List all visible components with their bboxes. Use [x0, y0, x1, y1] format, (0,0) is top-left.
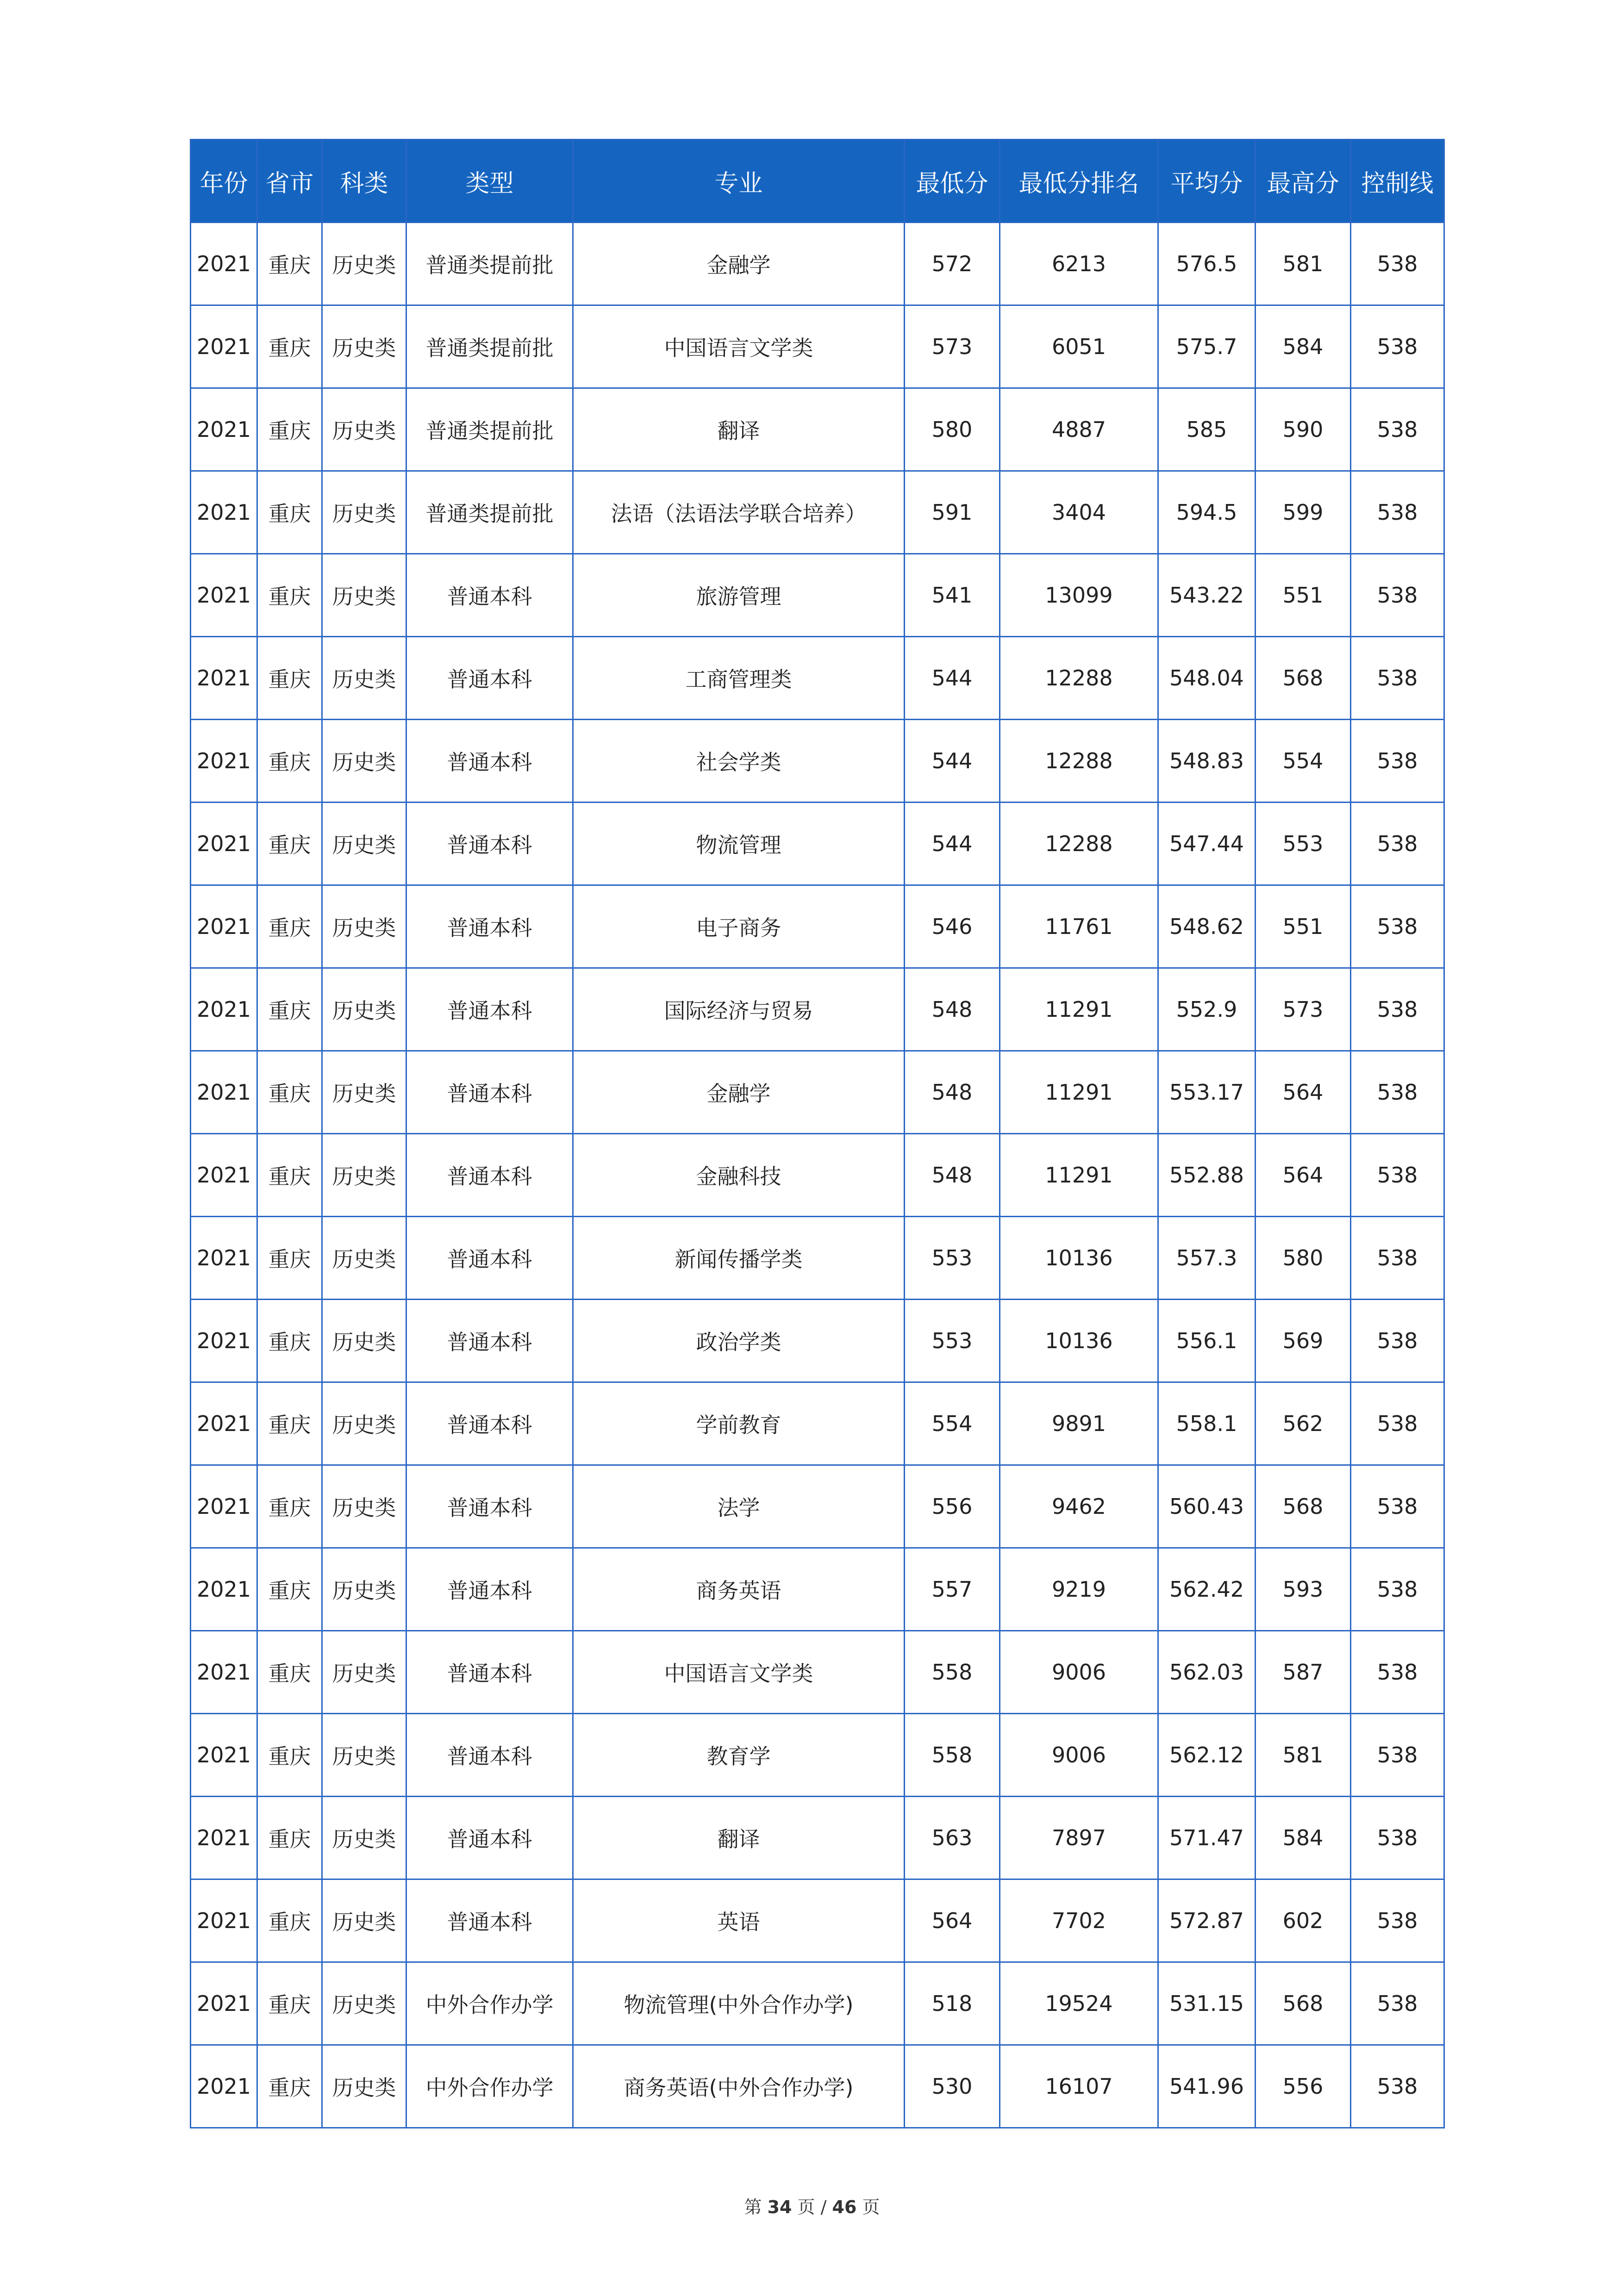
cell-control-line: 538	[1351, 885, 1444, 968]
cell-min-score: 557	[905, 1548, 1000, 1631]
cell-year: 2021	[191, 1631, 257, 1714]
cell-batch-type: 普通本科	[406, 1548, 573, 1631]
cell-batch-type: 中外合作办学	[406, 2045, 573, 2128]
cell-min-score: 518	[905, 1962, 1000, 2045]
cell-major: 中国语言文学类	[573, 305, 905, 388]
cell-min-score-rank: 11291	[1000, 1134, 1158, 1217]
header-batch-type: 类型	[406, 140, 573, 223]
cell-province: 重庆	[257, 305, 322, 388]
cell-major: 工商管理类	[573, 637, 905, 720]
cell-min-score-rank: 12288	[1000, 720, 1158, 803]
cell-batch-type: 普通本科	[406, 968, 573, 1051]
cell-avg-score: 547.44	[1158, 803, 1255, 885]
cell-min-score: 564	[905, 1879, 1000, 1962]
header-subject-category: 科类	[322, 140, 406, 223]
cell-min-score-rank: 9891	[1000, 1382, 1158, 1465]
cell-avg-score: 562.42	[1158, 1548, 1255, 1631]
cell-control-line: 538	[1351, 1382, 1444, 1465]
cell-major: 电子商务	[573, 885, 905, 968]
cell-province: 重庆	[257, 1714, 322, 1797]
cell-max-score: 562	[1255, 1382, 1351, 1465]
cell-major: 政治学类	[573, 1300, 905, 1382]
cell-year: 2021	[191, 388, 257, 471]
cell-control-line: 538	[1351, 720, 1444, 803]
cell-province: 重庆	[257, 2045, 322, 2128]
cell-min-score-rank: 12288	[1000, 803, 1158, 885]
cell-avg-score: 541.96	[1158, 2045, 1255, 2128]
cell-batch-type: 普通本科	[406, 1051, 573, 1134]
cell-avg-score: 548.04	[1158, 637, 1255, 720]
cell-year: 2021	[191, 1714, 257, 1797]
cell-avg-score: 531.15	[1158, 1962, 1255, 2045]
header-avg-score: 平均分	[1158, 140, 1255, 223]
cell-year: 2021	[191, 554, 257, 637]
table-row	[191, 803, 1444, 885]
cell-min-score: 544	[905, 720, 1000, 803]
cell-max-score: 568	[1255, 1465, 1351, 1548]
cell-avg-score: 548.62	[1158, 885, 1255, 968]
cell-major: 商务英语	[573, 1548, 905, 1631]
table-row	[191, 1134, 1444, 1217]
cell-major: 金融学	[573, 223, 905, 305]
cell-min-score-rank: 9219	[1000, 1548, 1158, 1631]
cell-avg-score: 585	[1158, 388, 1255, 471]
header-row	[191, 140, 1444, 223]
table-row	[191, 1631, 1444, 1714]
cell-subject-category: 历史类	[322, 1051, 406, 1134]
table-row	[191, 1879, 1444, 1962]
table-row	[191, 2045, 1444, 2128]
cell-min-score-rank: 9006	[1000, 1714, 1158, 1797]
cell-avg-score: 552.88	[1158, 1134, 1255, 1217]
cell-min-score: 554	[905, 1382, 1000, 1465]
cell-year: 2021	[191, 1548, 257, 1631]
cell-subject-category: 历史类	[322, 1217, 406, 1300]
cell-min-score-rank: 11291	[1000, 968, 1158, 1051]
cell-control-line: 538	[1351, 803, 1444, 885]
cell-min-score-rank: 12288	[1000, 637, 1158, 720]
cell-province: 重庆	[257, 1382, 322, 1465]
cell-major: 教育学	[573, 1714, 905, 1797]
cell-year: 2021	[191, 1051, 257, 1134]
cell-max-score: 580	[1255, 1217, 1351, 1300]
cell-max-score: 593	[1255, 1548, 1351, 1631]
cell-control-line: 538	[1351, 1797, 1444, 1879]
cell-min-score-rank: 10136	[1000, 1217, 1158, 1300]
cell-subject-category: 历史类	[322, 1300, 406, 1382]
cell-province: 重庆	[257, 1962, 322, 2045]
cell-min-score-rank: 7897	[1000, 1797, 1158, 1879]
footer-middle: 页 /	[797, 2197, 827, 2217]
cell-control-line: 538	[1351, 471, 1444, 554]
cell-max-score: 553	[1255, 803, 1351, 885]
table-header	[191, 140, 1444, 223]
cell-province: 重庆	[257, 1631, 322, 1714]
cell-major: 社会学类	[573, 720, 905, 803]
cell-year: 2021	[191, 1217, 257, 1300]
cell-min-score: 541	[905, 554, 1000, 637]
cell-min-score-rank: 11291	[1000, 1051, 1158, 1134]
cell-province: 重庆	[257, 1300, 322, 1382]
cell-major: 物流管理(中外合作办学)	[573, 1962, 905, 2045]
table-row	[191, 223, 1444, 305]
cell-major: 金融学	[573, 1051, 905, 1134]
cell-control-line: 538	[1351, 223, 1444, 305]
cell-subject-category: 历史类	[322, 554, 406, 637]
cell-year: 2021	[191, 305, 257, 388]
footer-prefix: 第	[744, 2197, 762, 2217]
cell-control-line: 538	[1351, 1217, 1444, 1300]
cell-subject-category: 历史类	[322, 1134, 406, 1217]
cell-min-score: 558	[905, 1714, 1000, 1797]
cell-max-score: 584	[1255, 1797, 1351, 1879]
cell-batch-type: 普通本科	[406, 720, 573, 803]
cell-year: 2021	[191, 885, 257, 968]
header-year: 年份	[191, 140, 257, 223]
cell-control-line: 538	[1351, 2045, 1444, 2128]
cell-min-score-rank: 7702	[1000, 1879, 1158, 1962]
cell-subject-category: 历史类	[322, 637, 406, 720]
table-row	[191, 305, 1444, 388]
cell-year: 2021	[191, 471, 257, 554]
cell-min-score: 563	[905, 1797, 1000, 1879]
cell-avg-score: 556.1	[1158, 1300, 1255, 1382]
cell-major: 翻译	[573, 388, 905, 471]
cell-min-score: 591	[905, 471, 1000, 554]
cell-max-score: 587	[1255, 1631, 1351, 1714]
cell-year: 2021	[191, 2045, 257, 2128]
cell-province: 重庆	[257, 388, 322, 471]
cell-min-score: 573	[905, 305, 1000, 388]
cell-min-score-rank: 13099	[1000, 554, 1158, 637]
header-province: 省市	[257, 140, 322, 223]
cell-max-score: 584	[1255, 305, 1351, 388]
cell-subject-category: 历史类	[322, 968, 406, 1051]
cell-batch-type: 普通本科	[406, 1382, 573, 1465]
table-row	[191, 1962, 1444, 2045]
cell-province: 重庆	[257, 1548, 322, 1631]
cell-batch-type: 普通本科	[406, 1797, 573, 1879]
cell-control-line: 538	[1351, 1879, 1444, 1962]
cell-province: 重庆	[257, 1797, 322, 1879]
cell-min-score: 546	[905, 885, 1000, 968]
table-row	[191, 1217, 1444, 1300]
cell-batch-type: 普通本科	[406, 554, 573, 637]
cell-avg-score: 571.47	[1158, 1797, 1255, 1879]
cell-control-line: 538	[1351, 1631, 1444, 1714]
cell-control-line: 538	[1351, 388, 1444, 471]
cell-min-score-rank: 11761	[1000, 885, 1158, 968]
table-row	[191, 554, 1444, 637]
cell-max-score: 551	[1255, 885, 1351, 968]
cell-min-score: 544	[905, 803, 1000, 885]
cell-subject-category: 历史类	[322, 1879, 406, 1962]
cell-subject-category: 历史类	[322, 885, 406, 968]
cell-subject-category: 历史类	[322, 388, 406, 471]
table-row	[191, 1465, 1444, 1548]
cell-province: 重庆	[257, 554, 322, 637]
cell-control-line: 538	[1351, 1962, 1444, 2045]
cell-batch-type: 普通类提前批	[406, 223, 573, 305]
cell-min-score: 553	[905, 1217, 1000, 1300]
cell-max-score: 556	[1255, 2045, 1351, 2128]
cell-batch-type: 普通本科	[406, 1879, 573, 1962]
cell-min-score-rank: 19524	[1000, 1962, 1158, 2045]
cell-max-score: 554	[1255, 720, 1351, 803]
cell-max-score: 568	[1255, 1962, 1351, 2045]
admission-scores-table	[190, 139, 1445, 2128]
cell-max-score: 599	[1255, 471, 1351, 554]
cell-min-score-rank: 6051	[1000, 305, 1158, 388]
cell-control-line: 538	[1351, 1300, 1444, 1382]
cell-major: 法语（法语法学联合培养）	[573, 471, 905, 554]
cell-year: 2021	[191, 720, 257, 803]
cell-subject-category: 历史类	[322, 1382, 406, 1465]
cell-subject-category: 历史类	[322, 720, 406, 803]
cell-max-score: 569	[1255, 1300, 1351, 1382]
cell-batch-type: 普通类提前批	[406, 305, 573, 388]
cell-major: 新闻传播学类	[573, 1217, 905, 1300]
cell-avg-score: 575.7	[1158, 305, 1255, 388]
table-row	[191, 1714, 1444, 1797]
cell-min-score: 580	[905, 388, 1000, 471]
table-row	[191, 1548, 1444, 1631]
cell-subject-category: 历史类	[322, 223, 406, 305]
cell-avg-score: 552.9	[1158, 968, 1255, 1051]
cell-year: 2021	[191, 1962, 257, 2045]
header-min-score-rank: 最低分排名	[1000, 140, 1158, 223]
cell-batch-type: 普通本科	[406, 1134, 573, 1217]
cell-max-score: 568	[1255, 637, 1351, 720]
cell-control-line: 538	[1351, 637, 1444, 720]
cell-province: 重庆	[257, 968, 322, 1051]
cell-min-score: 548	[905, 1051, 1000, 1134]
cell-max-score: 551	[1255, 554, 1351, 637]
cell-province: 重庆	[257, 1465, 322, 1548]
cell-province: 重庆	[257, 471, 322, 554]
cell-max-score: 573	[1255, 968, 1351, 1051]
cell-min-score: 572	[905, 223, 1000, 305]
table-row	[191, 1382, 1444, 1465]
table-row	[191, 720, 1444, 803]
cell-min-score: 544	[905, 637, 1000, 720]
cell-major: 法学	[573, 1465, 905, 1548]
cell-year: 2021	[191, 1300, 257, 1382]
cell-min-score: 548	[905, 1134, 1000, 1217]
cell-control-line: 538	[1351, 1134, 1444, 1217]
page-footer	[0, 2193, 1624, 2218]
cell-batch-type: 普通本科	[406, 885, 573, 968]
cell-subject-category: 历史类	[322, 1548, 406, 1631]
cell-year: 2021	[191, 1879, 257, 1962]
cell-major: 国际经济与贸易	[573, 968, 905, 1051]
cell-subject-category: 历史类	[322, 1797, 406, 1879]
cell-min-score: 553	[905, 1300, 1000, 1382]
cell-batch-type: 普通本科	[406, 1217, 573, 1300]
cell-year: 2021	[191, 803, 257, 885]
cell-major: 金融科技	[573, 1134, 905, 1217]
cell-control-line: 538	[1351, 1465, 1444, 1548]
cell-year: 2021	[191, 1382, 257, 1465]
cell-subject-category: 历史类	[322, 2045, 406, 2128]
cell-max-score: 564	[1255, 1134, 1351, 1217]
cell-year: 2021	[191, 1797, 257, 1879]
cell-major: 翻译	[573, 1797, 905, 1879]
cell-min-score: 530	[905, 2045, 1000, 2128]
cell-min-score-rank: 10136	[1000, 1300, 1158, 1382]
cell-subject-category: 历史类	[322, 305, 406, 388]
cell-batch-type: 普通本科	[406, 637, 573, 720]
cell-batch-type: 普通本科	[406, 1300, 573, 1382]
cell-major: 中国语言文学类	[573, 1631, 905, 1714]
cell-province: 重庆	[257, 1879, 322, 1962]
cell-min-score: 558	[905, 1631, 1000, 1714]
cell-year: 2021	[191, 968, 257, 1051]
table-row	[191, 471, 1444, 554]
cell-province: 重庆	[257, 1134, 322, 1217]
cell-min-score-rank: 3404	[1000, 471, 1158, 554]
table-row	[191, 968, 1444, 1051]
cell-max-score: 581	[1255, 1714, 1351, 1797]
cell-subject-category: 历史类	[322, 1714, 406, 1797]
cell-max-score: 581	[1255, 223, 1351, 305]
cell-province: 重庆	[257, 803, 322, 885]
footer-current-page: 34	[767, 2197, 792, 2217]
cell-province: 重庆	[257, 720, 322, 803]
cell-control-line: 538	[1351, 968, 1444, 1051]
cell-avg-score: 576.5	[1158, 223, 1255, 305]
cell-min-score-rank: 4887	[1000, 388, 1158, 471]
table-row	[191, 1797, 1444, 1879]
cell-control-line: 538	[1351, 305, 1444, 388]
cell-subject-category: 历史类	[322, 1631, 406, 1714]
cell-major: 学前教育	[573, 1382, 905, 1465]
cell-avg-score: 543.22	[1158, 554, 1255, 637]
cell-subject-category: 历史类	[322, 1465, 406, 1548]
cell-year: 2021	[191, 1134, 257, 1217]
cell-batch-type: 普通本科	[406, 1631, 573, 1714]
cell-subject-category: 历史类	[322, 803, 406, 885]
cell-min-score-rank: 6213	[1000, 223, 1158, 305]
cell-avg-score: 562.12	[1158, 1714, 1255, 1797]
table-body	[191, 223, 1444, 2128]
table-row	[191, 637, 1444, 720]
cell-province: 重庆	[257, 885, 322, 968]
cell-batch-type: 普通本科	[406, 803, 573, 885]
cell-avg-score: 560.43	[1158, 1465, 1255, 1548]
cell-min-score: 548	[905, 968, 1000, 1051]
cell-avg-score: 562.03	[1158, 1631, 1255, 1714]
footer-suffix: 页	[862, 2197, 880, 2217]
cell-avg-score: 553.17	[1158, 1051, 1255, 1134]
cell-province: 重庆	[257, 1217, 322, 1300]
cell-control-line: 538	[1351, 1714, 1444, 1797]
cell-major: 物流管理	[573, 803, 905, 885]
cell-min-score-rank: 9462	[1000, 1465, 1158, 1548]
cell-control-line: 538	[1351, 554, 1444, 637]
cell-subject-category: 历史类	[322, 1962, 406, 2045]
cell-min-score: 556	[905, 1465, 1000, 1548]
cell-major: 旅游管理	[573, 554, 905, 637]
cell-batch-type: 普通本科	[406, 1465, 573, 1548]
cell-control-line: 538	[1351, 1051, 1444, 1134]
cell-max-score: 590	[1255, 388, 1351, 471]
cell-avg-score: 572.87	[1158, 1879, 1255, 1962]
cell-avg-score: 594.5	[1158, 471, 1255, 554]
cell-year: 2021	[191, 223, 257, 305]
cell-major: 英语	[573, 1879, 905, 1962]
cell-year: 2021	[191, 637, 257, 720]
cell-min-score-rank: 9006	[1000, 1631, 1158, 1714]
header-min-score: 最低分	[905, 140, 1000, 223]
header-control-line: 控制线	[1351, 140, 1444, 223]
cell-major: 商务英语(中外合作办学)	[573, 2045, 905, 2128]
cell-subject-category: 历史类	[322, 471, 406, 554]
cell-province: 重庆	[257, 637, 322, 720]
cell-max-score: 602	[1255, 1879, 1351, 1962]
cell-batch-type: 普通类提前批	[406, 388, 573, 471]
cell-batch-type: 中外合作办学	[406, 1962, 573, 2045]
cell-batch-type: 普通类提前批	[406, 471, 573, 554]
footer-total-pages: 46	[832, 2197, 857, 2217]
cell-avg-score: 548.83	[1158, 720, 1255, 803]
header-major: 专业	[573, 140, 905, 223]
cell-max-score: 564	[1255, 1051, 1351, 1134]
table-row	[191, 1300, 1444, 1382]
cell-avg-score: 557.3	[1158, 1217, 1255, 1300]
cell-year: 2021	[191, 1465, 257, 1548]
cell-avg-score: 558.1	[1158, 1382, 1255, 1465]
cell-min-score-rank: 16107	[1000, 2045, 1158, 2128]
table-row	[191, 388, 1444, 471]
table-row	[191, 885, 1444, 968]
cell-province: 重庆	[257, 1051, 322, 1134]
cell-control-line: 538	[1351, 1548, 1444, 1631]
cell-batch-type: 普通本科	[406, 1714, 573, 1797]
table-row	[191, 1051, 1444, 1134]
header-max-score: 最高分	[1255, 140, 1351, 223]
cell-province: 重庆	[257, 223, 322, 305]
